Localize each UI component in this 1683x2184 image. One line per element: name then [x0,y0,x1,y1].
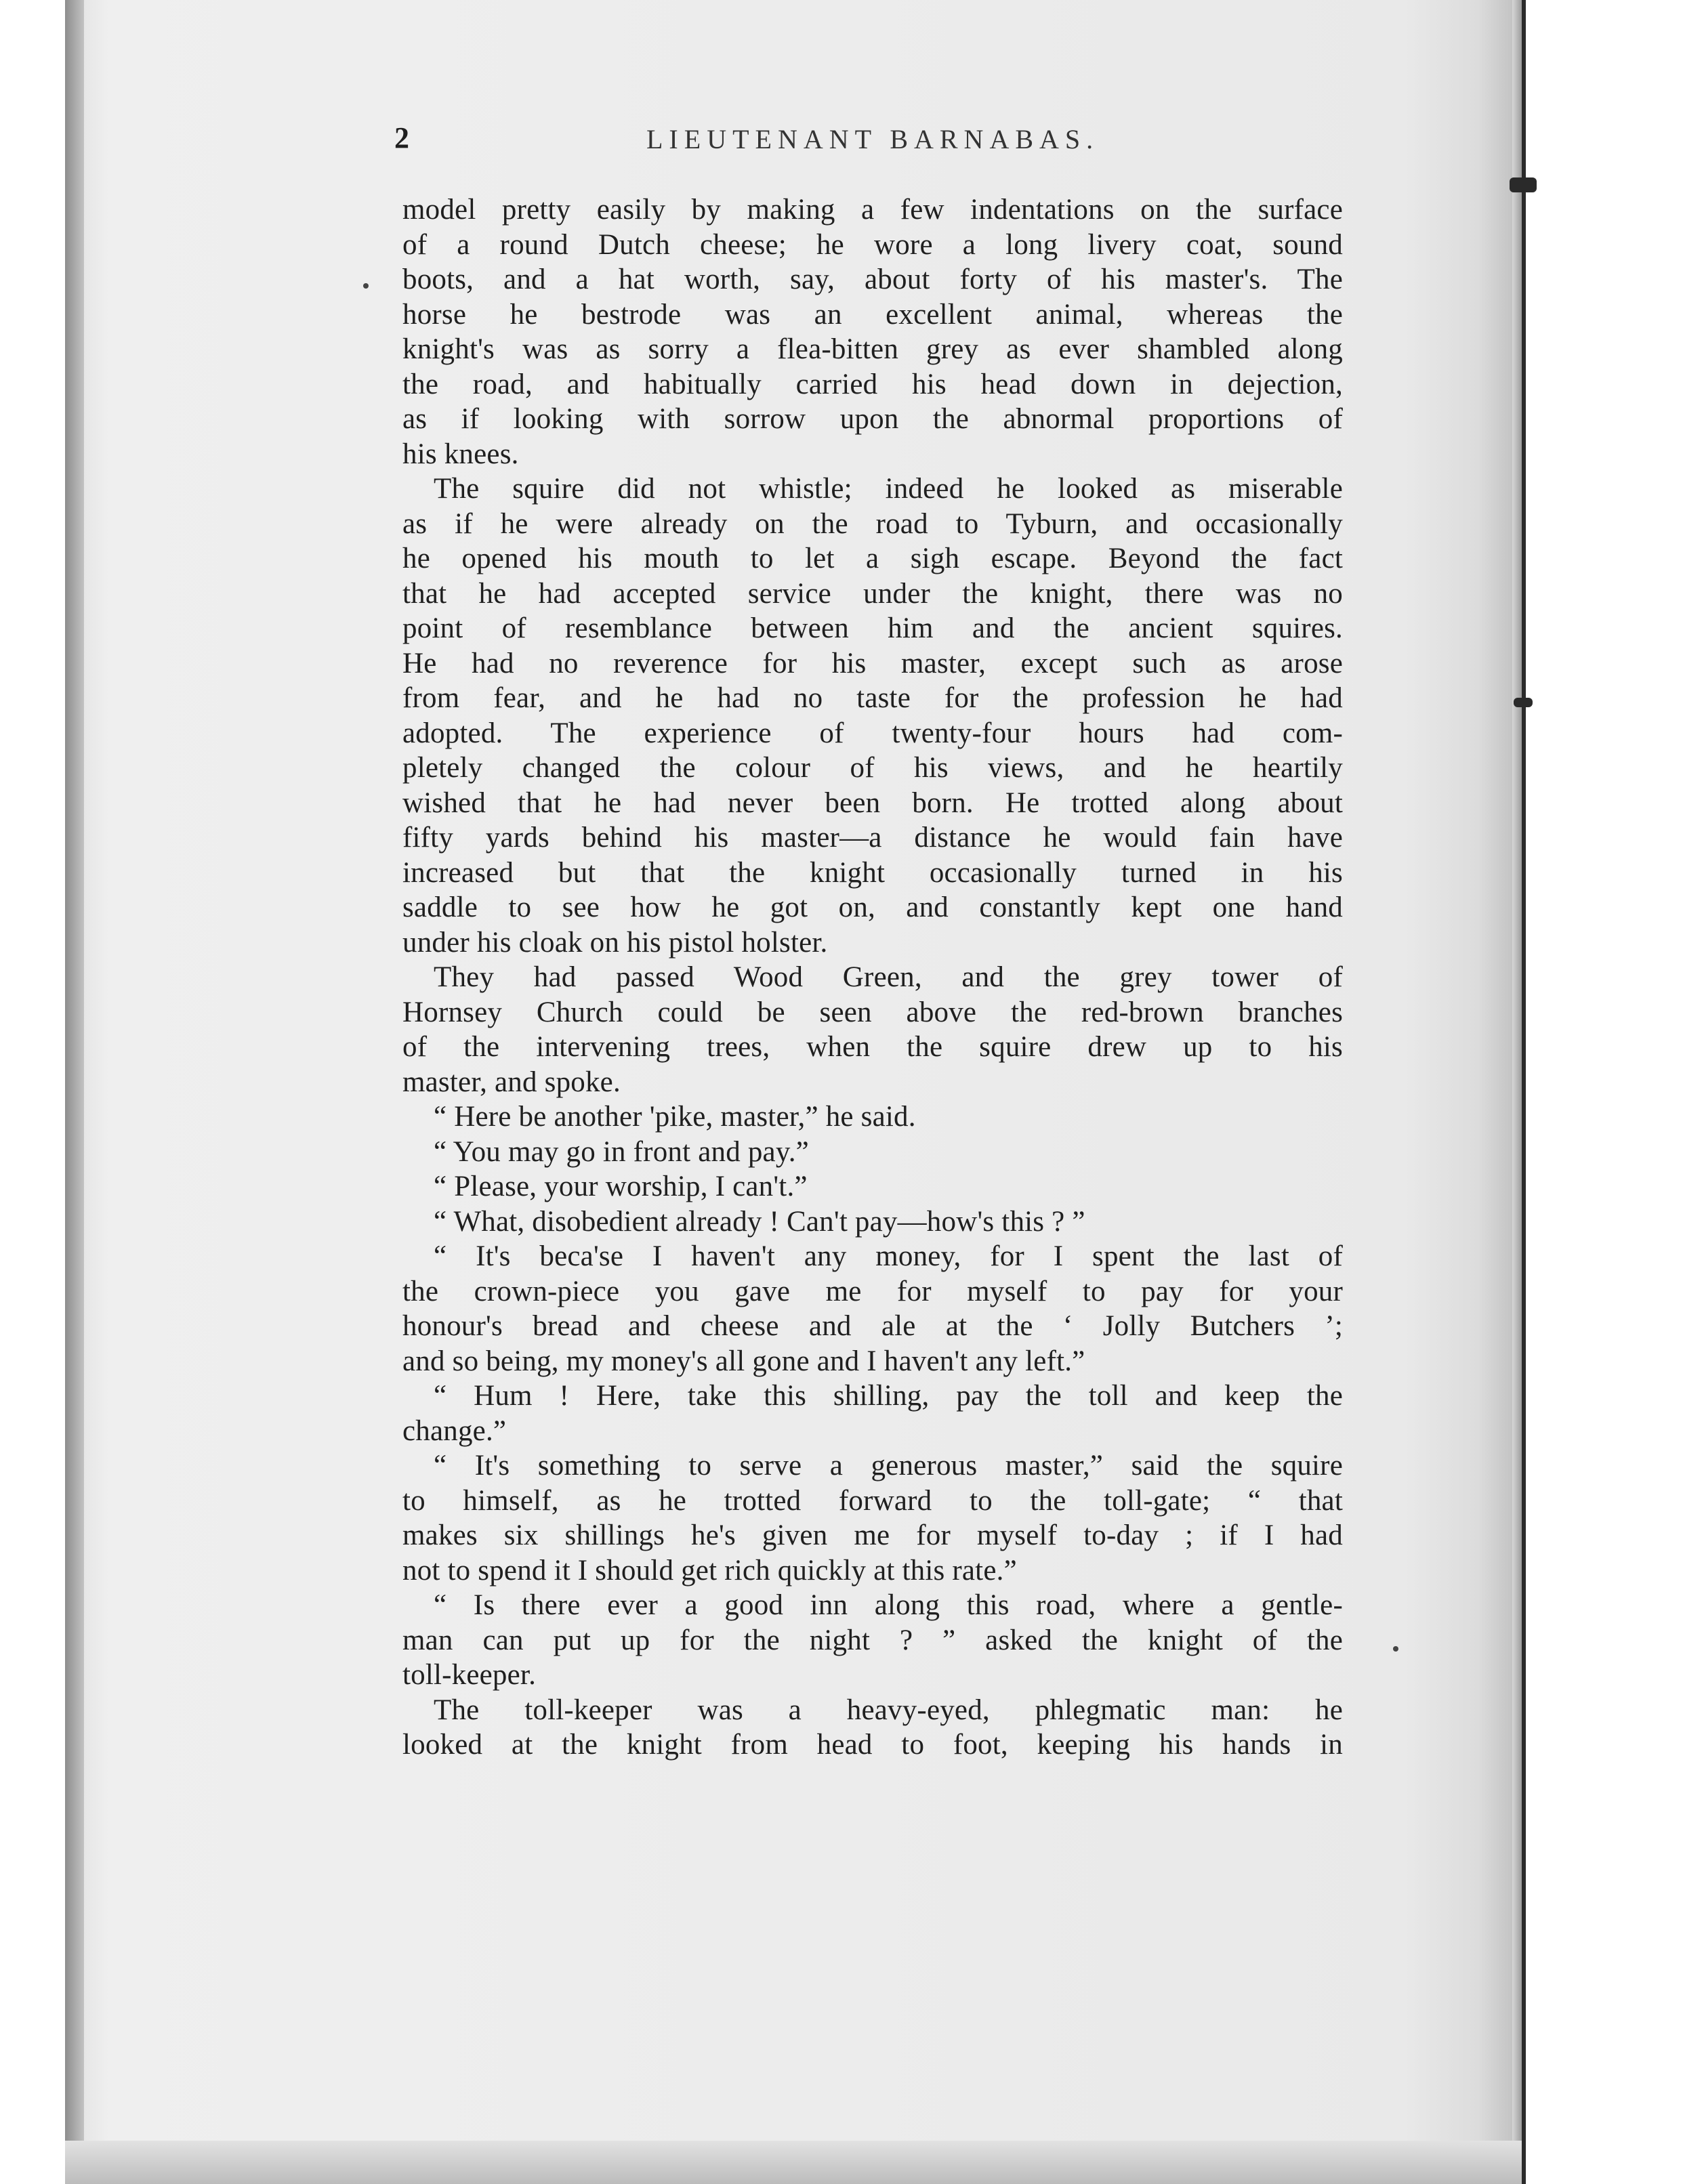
body-text [402,192,1343,1763]
text-line: He had no reverence for his master, except such as arose [402,647,1343,679]
text-line: his knees. [402,438,519,470]
running-header [394,121,1343,161]
text-line: Hornsey Church could be seen above the red-brown branches [402,996,1343,1028]
text-line: that he had accepted service under the knight, there was no [402,577,1343,610]
text-line: “ You may go in front and pay.” [434,1135,809,1168]
text-line: of the intervening trees, when the squire drew up to his [402,1031,1343,1063]
page-number: 2 [394,121,411,154]
text-line: as if looking with sorrow upon the abnormal proportions of [402,403,1343,435]
text-line: the road, and habitually carried his head down in dejection, [402,368,1343,400]
text-line: to himself, as he trotted forward to the toll-gate; “ that [402,1484,1343,1517]
text-line: “ It's beca'se I haven't any money, for I spent the last of [434,1240,1343,1272]
text-line: “ It's something to serve a generous master,” said the squire [434,1450,1343,1482]
text-line: “ What, disobedient already ! Can't pay—how's this ? ” [434,1205,1085,1238]
page-left-edge [65,0,84,2184]
text-line: “ Here be another 'pike, master,” he said. [434,1101,916,1133]
text-line: man can put up for the night ? ” asked the knight of the [402,1624,1343,1656]
text-line: wished that he had never been born. He trotted along about [402,786,1343,819]
text-line: They had passed Wood Green, and the grey tower of [434,961,1343,993]
binding-mark [1510,177,1537,192]
text-line: “ Please, your worship, I can't.” [434,1171,808,1202]
scan-speck [1393,1646,1398,1652]
text-line: The squire did not whistle; indeed he looked as miserable [434,473,1343,505]
page-gutter-shadow [1512,0,1522,2184]
text-line: increased but that the knight occasionally turned in his [402,856,1343,889]
text-line: knight's was as sorry a flea-bitten grey as ever shambled along [402,333,1343,365]
text-line: “ Is there ever a good inn along this road, where a gentle- [434,1589,1343,1621]
text-line: makes six shillings he's given me for myself to-day ; if I had [402,1519,1343,1551]
page-bottom-edge [65,2141,1522,2184]
scan-speck [363,283,369,289]
text-line: master, and spoke. [402,1066,621,1098]
text-line: “ Hum ! Here, take this shilling, pay the toll and keep the [434,1380,1343,1412]
text-line: model pretty easily by making a few indentations on the surface [402,194,1343,226]
scan-right-margin [1526,0,1683,2184]
text-line: change.” [402,1414,507,1447]
text-line: toll-keeper. [402,1659,537,1691]
text-line: the crown-piece you gave me for myself to pay for your [402,1275,1343,1307]
text-line: saddle to see how he got on, and constantly kept one hand [402,891,1343,923]
text-line: and so being, my money's all gone and I haven't any left.” [402,1345,1085,1377]
text-line: under his cloak on his pistol holster. [402,926,828,959]
text-line: horse he bestrode was an excellent animal, whereas the [402,298,1343,331]
text-line: pletely changed the colour of his views, and he heartily [402,752,1343,784]
binding-mark [1514,698,1533,707]
text-line: of a round Dutch cheese; he wore a long livery coat, sound [402,228,1343,261]
text-line: The toll-keeper was a heavy-eyed, phlegmatic man: he [434,1694,1343,1726]
text-line: honour's bread and cheese and ale at the ‘ Jolly Butchers ’; [402,1310,1343,1342]
text-line: fifty yards behind his master—a distance he would fain have [402,822,1343,854]
text-line: boots, and a hat worth, say, about forty of his master's. The [402,264,1343,295]
running-title: LIEUTENANT BARNABAS. [646,124,1100,154]
text-line: adopted. The experience of twenty-four hours had com- [402,717,1343,749]
text-line: as if he were already on the road to Tyburn, and occasionally [402,507,1343,540]
text-line: not to spend it I should get rich quickly at this rate.” [402,1554,1017,1587]
text-line: from fear, and he had no taste for the profession he had [402,682,1343,714]
text-line: point of resemblance between him and the ancient squires. [402,612,1343,644]
text-line: looked at the knight from head to foot, keeping his hands in [402,1729,1343,1761]
text-line: he opened his mouth to let a sigh escape. Beyond the fact [402,543,1343,574]
